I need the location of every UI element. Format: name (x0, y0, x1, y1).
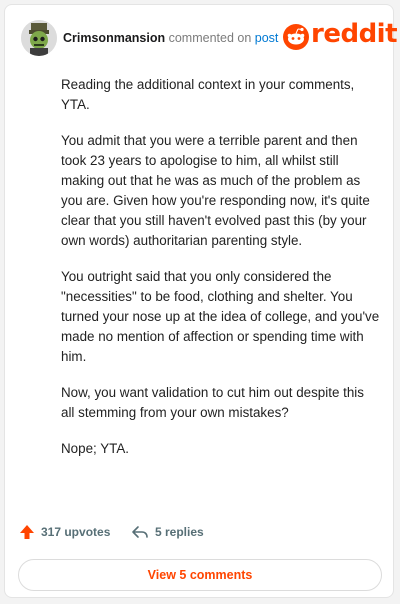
avatar-icon (21, 20, 57, 56)
comment-body (61, 75, 381, 475)
reddit-logo[interactable] (283, 19, 398, 54)
replies-button[interactable] (131, 524, 204, 540)
comment-paragraph: Nope; YTA. (61, 441, 129, 456)
comment-header (19, 18, 398, 58)
reply-count: 5 replies (155, 525, 204, 539)
comment-actions (19, 524, 379, 546)
upvote-count: 317 upvotes (41, 525, 111, 539)
reddit-snoo-icon (283, 24, 309, 50)
reply-arrow-icon (131, 524, 149, 540)
action-text: commented on (168, 31, 252, 45)
comment-card (4, 4, 398, 598)
user-avatar[interactable] (21, 20, 57, 56)
upvote-arrow-icon (19, 524, 35, 540)
upvote-button[interactable] (19, 524, 110, 540)
view-comments-button[interactable]: View 5 comments (18, 559, 382, 591)
post-link[interactable]: post (254, 31, 279, 45)
comment-paragraph: You admit that you were a terrible parent and then took 23 years to apologise to him, all whilst still making out that he was as much of the problem as you are. Given how you're responding now, it's quite clear that you still haven't evolved past this (by your own words) authoritarian parenting style. (61, 133, 370, 248)
comment-paragraph: You outright said that you only considered the "necessities" to be food, clothing and shelter. You turned your nose up at the idea of college, and you've made no mention of affection or spending time with him. (61, 269, 380, 364)
username-link[interactable]: Crimsonmansion (63, 31, 166, 45)
comment-paragraph: Now, you want validation to cut him out despite this all stemming from your own mistakes? (61, 385, 364, 420)
comment-paragraph: Reading the additional context in your comments, YTA. (61, 77, 355, 112)
comment-byline (63, 31, 278, 45)
reddit-wordmark: reddit (311, 19, 398, 49)
